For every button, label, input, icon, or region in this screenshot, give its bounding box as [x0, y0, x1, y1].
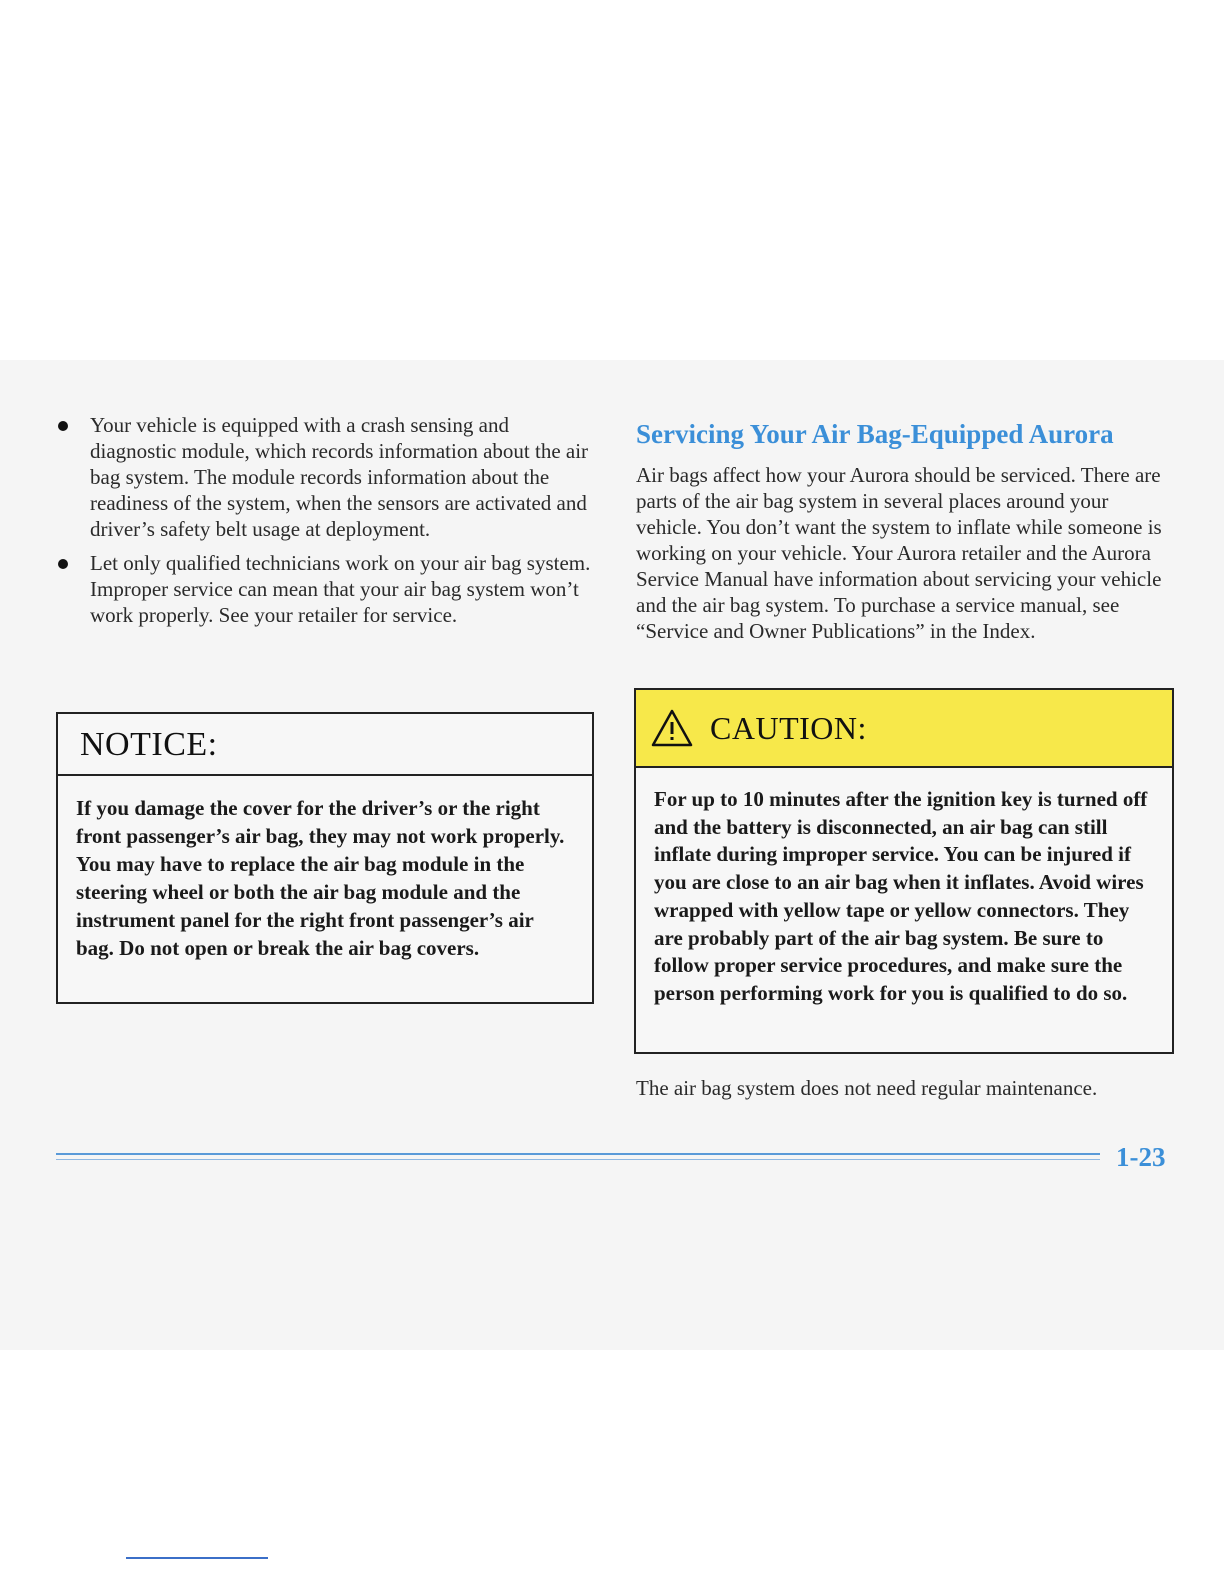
footer-rule [56, 1153, 1100, 1155]
list-item [58, 412, 598, 542]
caution-header [636, 690, 1172, 768]
bullet-icon [58, 559, 68, 569]
notice-box [56, 712, 594, 1004]
left-column [58, 412, 598, 636]
bullet-list [58, 412, 598, 628]
bullet-text: Your vehicle is equipped with a crash sensing and diagnostic module, which records information about the air bag system. The module records information about the readiness of the system, when the sensors are activated and driver’s safety belt usage at deployment. [90, 413, 589, 541]
warning-triangle-icon [650, 708, 694, 748]
bullet-text: Let only qualified technicians work on your air bag system. Improper service can mean that your air bag system won’t work properly. See your retailer for service. [90, 551, 591, 627]
bullet-icon [58, 421, 68, 431]
caution-title: CAUTION: [710, 709, 867, 746]
section-body: Air bags affect how your Aurora should be serviced. There are parts of the air bag system in several places around your vehicle. You don’t want the system to inflate while someone is working on your vehicle. Your Aurora retailer and the Aurora Service Manual have information about servicing your vehicle and the air bag system. To purchase a service manual, see “Service and Owner Publications” in the Index. [636, 463, 1162, 643]
notice-body: If you damage the cover for the driver’s or the right front passenger’s air bag, they may not work properly. You may have to replace the air bag module in the steering wheel or both the air bag module and the instrument panel for the right front passenger’s air bag. Do not open or break the air bag covers. [76, 796, 565, 960]
footer-rule-thin [56, 1159, 1100, 1160]
right-column [636, 416, 1176, 644]
page-number: 1-23 [1116, 1142, 1166, 1172]
bottom-divider [126, 1557, 268, 1559]
caution-box [634, 688, 1174, 1054]
caution-body: For up to 10 minutes after the ignition key is turned off and the battery is disconnected, an air bag can still inflate during improper service. You can be injured if you are close to an air bag when it inflates. Avoid wires wrapped with yellow tape or yellow connectors. They are probably part of the air bag system. Be sure to follow proper service procedures, and make sure the person performing work for you is qualified to do so. [654, 787, 1148, 1005]
closing-text: The air bag system does not need regular maintenance. [636, 1076, 1098, 1100]
list-item [58, 550, 598, 628]
section-heading: Servicing Your Air Bag-Equipped Aurora [636, 419, 1114, 449]
notice-title: NOTICE: [58, 714, 592, 776]
